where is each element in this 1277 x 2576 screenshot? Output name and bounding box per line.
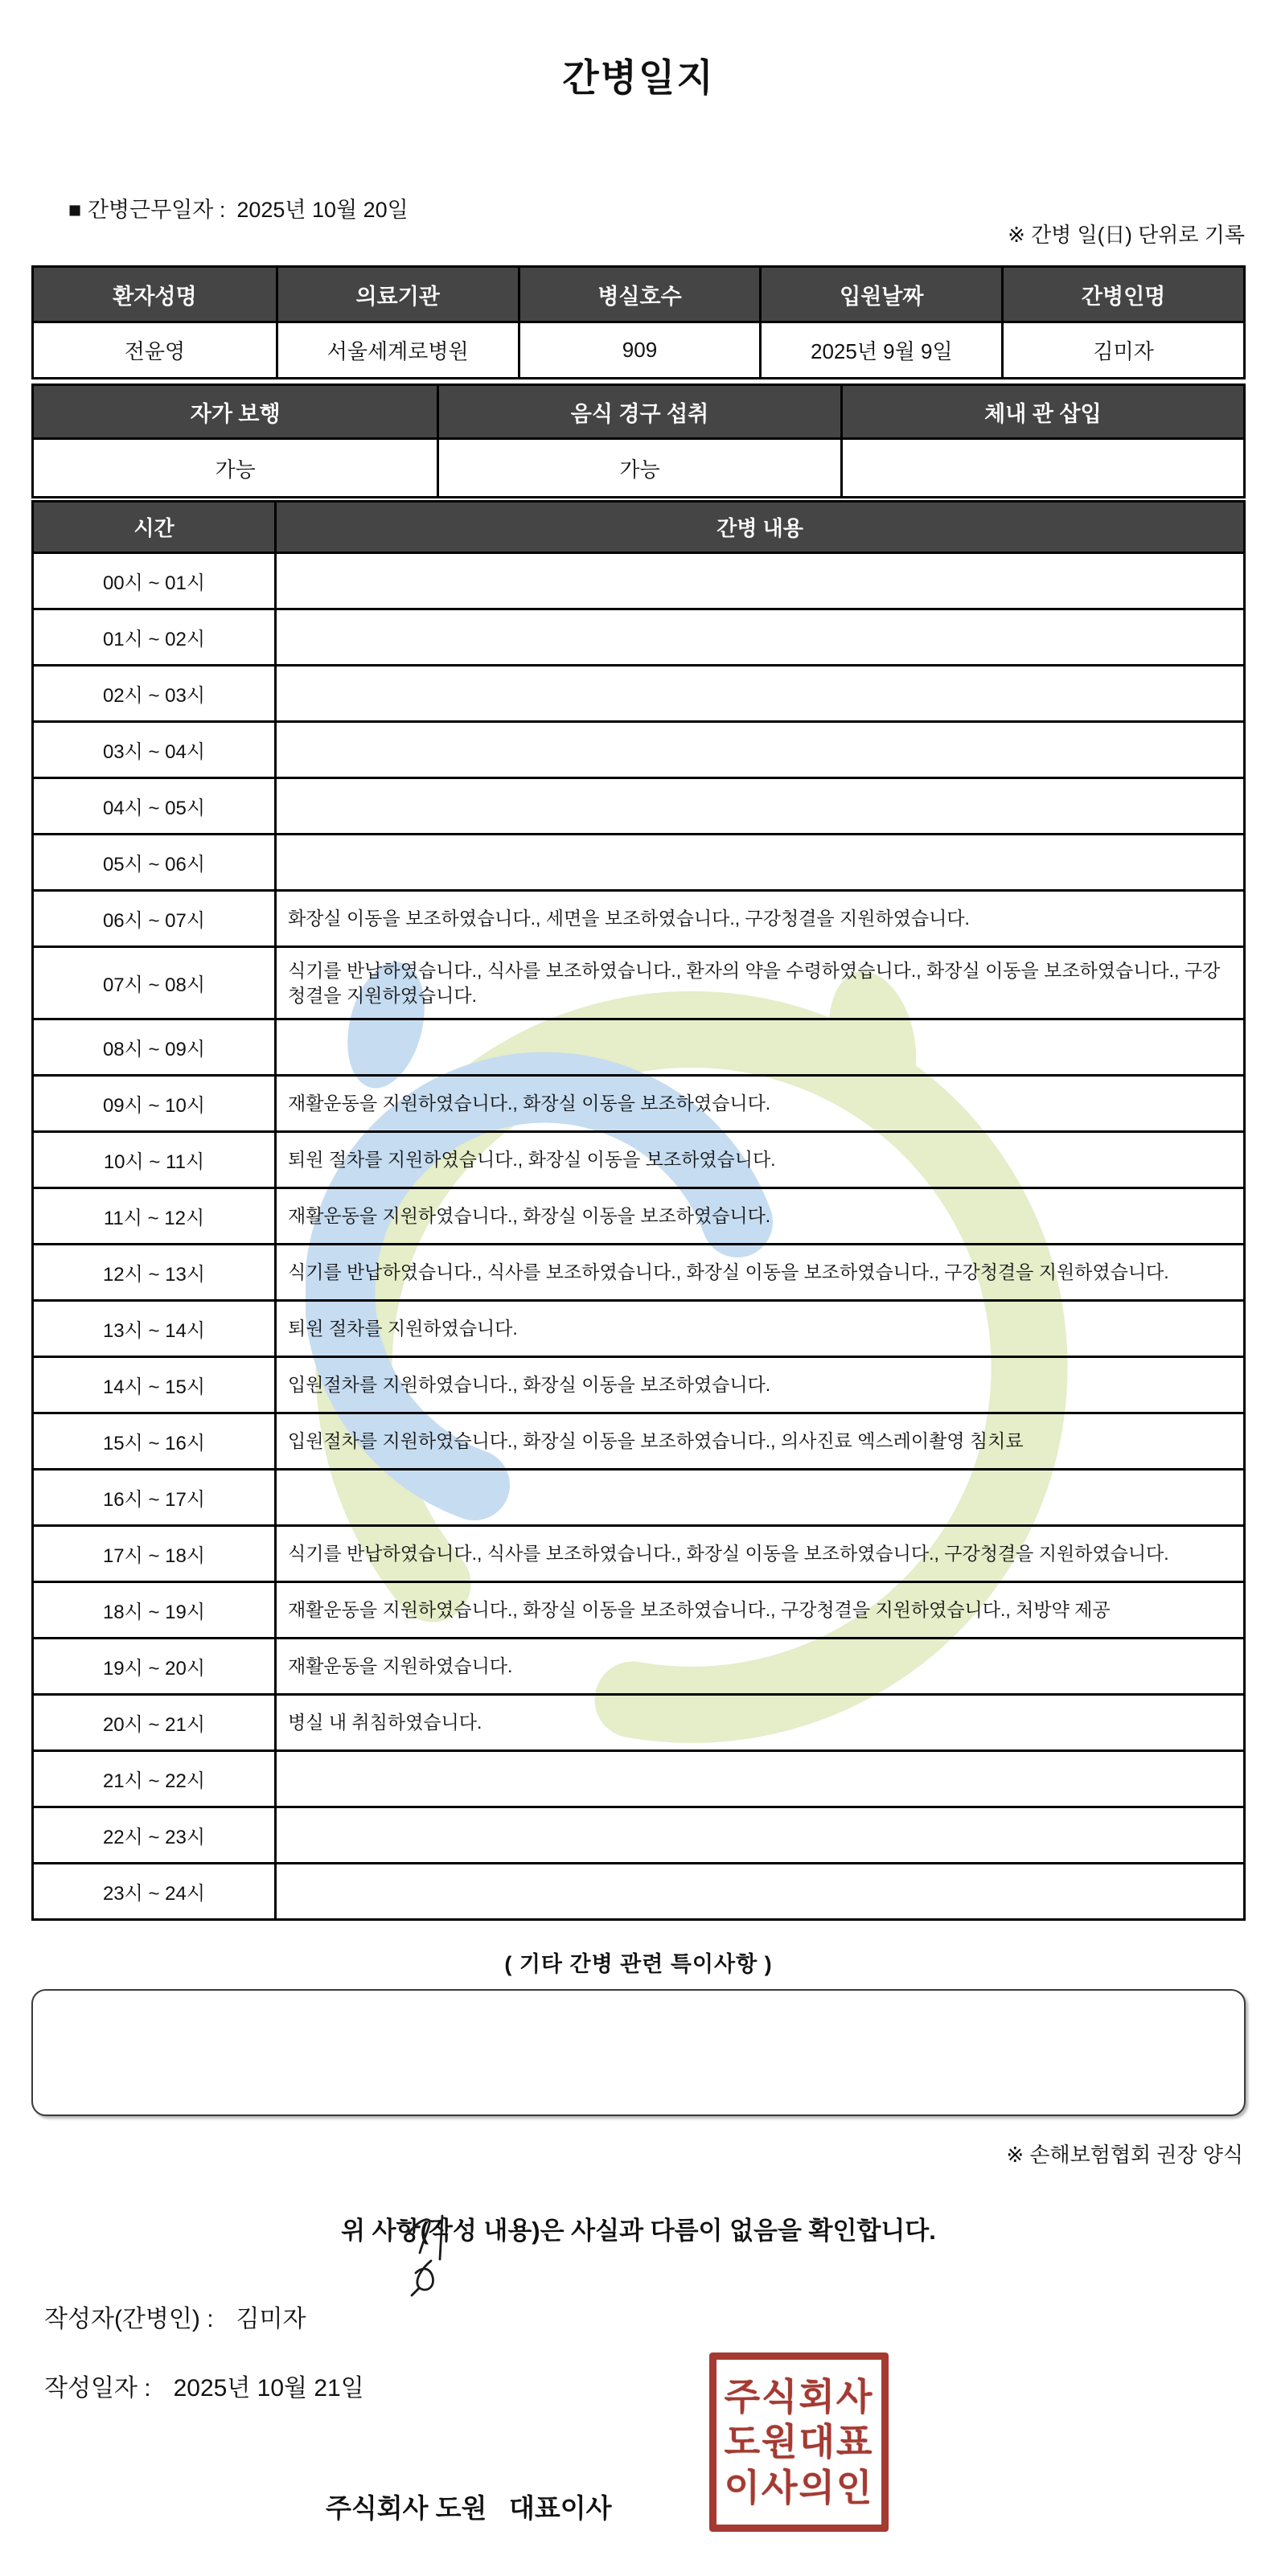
care-content [274, 779, 1243, 833]
time-slot: 04시 ~ 05시 [102, 798, 206, 820]
care-log-row [34, 1524, 1243, 1581]
special-notes-heading: ( 기타 간병 관련 특이사항 ) [504, 1952, 773, 1977]
status-value-row [34, 437, 1243, 496]
tube-insertion-value [840, 440, 1243, 496]
time-slot: 16시 ~ 17시 [102, 1489, 206, 1512]
time-slot: 14시 ~ 15시 [102, 1376, 206, 1399]
care-log-row [34, 720, 1243, 777]
care-log-row [34, 1130, 1243, 1187]
care-log-row [34, 1693, 1243, 1749]
care-content [274, 723, 1243, 777]
time-slot: 02시 ~ 03시 [102, 685, 206, 708]
time-slot: 19시 ~ 20시 [102, 1658, 206, 1680]
col-header-oral-intake: 음식 경구 섭취 [437, 386, 840, 437]
care-content: 식기를 반납하였습니다., 식사를 보조하였습니다., 화장실 이동을 보조하였습니다., 구강청결을 지원하였습니다. [274, 1527, 1243, 1581]
care-log-row [34, 1018, 1243, 1074]
page-title: 간병일지 [562, 56, 715, 99]
care-content [274, 610, 1243, 664]
status-header-row [34, 386, 1243, 437]
patient-status-table [31, 384, 1246, 498]
col-header-time: 시간 [34, 502, 274, 552]
time-slot: 23시 ~ 24시 [102, 1883, 206, 1905]
time-slot: 21시 ~ 22시 [102, 1770, 206, 1793]
patient-info-value-row [34, 321, 1243, 377]
care-log-row [34, 552, 1243, 608]
care-content [274, 1864, 1243, 1918]
care-content: 재활운동을 지원하였습니다. [274, 1639, 1243, 1693]
care-log-row [34, 833, 1243, 889]
col-header-patient-name: 환자성명 [34, 268, 276, 321]
room-number: 909 [518, 323, 760, 377]
care-content: 재활운동을 지원하였습니다., 화장실 이동을 보조하였습니다., 구강청결을 지원하였습니다., 처방약 제공 [274, 1583, 1243, 1637]
col-header-caregiver-name: 간병인명 [1001, 268, 1243, 321]
care-content [274, 667, 1243, 720]
seal-text-line: 주식회사 [724, 2376, 874, 2418]
time-slot: 01시 ~ 02시 [102, 629, 206, 651]
time-slot: 08시 ~ 09시 [102, 1039, 206, 1061]
care-content [274, 1808, 1243, 1862]
time-slot: 05시 ~ 06시 [102, 854, 206, 876]
written-date-value: 2025년 10월 21일 [173, 2375, 364, 2402]
time-slot: 11시 ~ 12시 [103, 1208, 205, 1230]
time-slot: 06시 ~ 07시 [102, 910, 206, 933]
care-content [274, 554, 1243, 608]
col-header-self-walking: 자가 보행 [34, 386, 437, 437]
seal-text-line: 이사의인 [724, 2466, 874, 2508]
patient-info-table [31, 265, 1246, 379]
time-slot: 03시 ~ 04시 [102, 741, 206, 764]
confirmation-statement: 위 사항(작성 내용)은 사실과 다름이 없음을 확인합니다. [341, 2217, 936, 2246]
care-content [274, 1752, 1243, 1806]
care-content [274, 1471, 1243, 1524]
self-walking-value: 가능 [34, 440, 437, 496]
care-log-row [34, 889, 1243, 945]
care-log-row [34, 1637, 1243, 1693]
time-slot: 13시 ~ 14시 [102, 1320, 206, 1343]
care-content: 퇴원 절차를 지원하였습니다., 화장실 이동을 보조하였습니다. [274, 1133, 1243, 1187]
form-recommendation-note: ※ 손해보험협회 권장 양식 [1006, 2143, 1243, 2168]
care-content: 재활운동을 지원하였습니다., 화장실 이동을 보조하였습니다. [274, 1189, 1243, 1243]
care-log-row [34, 945, 1243, 1018]
care-log-row [34, 1299, 1243, 1356]
time-slot: 17시 ~ 18시 [102, 1545, 206, 1568]
care-log-row [34, 1356, 1243, 1412]
care-content: 입원절차를 지원하였습니다., 화장실 이동을 보조하였습니다., 의사진료 엑스레이촬영 침치료 [274, 1414, 1243, 1468]
care-log-row [34, 1074, 1243, 1130]
work-date-label: ■ 간병근무일자 : [68, 198, 226, 223]
care-log-row [34, 777, 1243, 833]
time-slot: 07시 ~ 08시 [102, 974, 206, 997]
time-slot: 00시 ~ 01시 [102, 572, 206, 595]
medical-institution: 서울세계로병원 [276, 323, 518, 377]
company-ceo-line: 주식회사 도원 대표이사 [326, 2493, 612, 2524]
col-header-medical-institution: 의료기관 [276, 268, 518, 321]
care-log-row [34, 1806, 1243, 1862]
written-date-label: 작성일자 : [44, 2375, 151, 2402]
admission-date: 2025년 9월 9일 [759, 323, 1001, 377]
work-date-value: 2025년 10월 20일 [236, 198, 409, 223]
care-log-row [34, 1243, 1243, 1299]
meta-row [0, 167, 1277, 248]
time-slot: 10시 ~ 11시 [103, 1151, 205, 1174]
care-content: 식기를 반납하였습니다., 식사를 보조하였습니다., 환자의 약을 수령하였습니다., 화장실 이동을 보조하였습니다., 구강청결을 지원하였습니다. [274, 948, 1243, 1018]
time-slot: 09시 ~ 10시 [102, 1095, 206, 1118]
seal-text-line: 도원대표 [724, 2421, 874, 2463]
col-header-tube-insertion: 체내 관 삽입 [840, 386, 1243, 437]
care-log-row [34, 1581, 1243, 1637]
care-content: 식기를 반납하였습니다., 식사를 보조하였습니다., 화장실 이동을 보조하였습니다., 구강청결을 지원하였습니다. [274, 1245, 1243, 1299]
col-header-care-content: 간병 내용 [274, 502, 1243, 552]
writer-label: 작성자(간병인) : [44, 2306, 214, 2333]
care-content: 화장실 이동을 보조하였습니다., 세면을 보조하였습니다., 구강청결을 지원하였습니다. [274, 892, 1243, 945]
care-content: 재활운동을 지원하였습니다., 화장실 이동을 보조하였습니다. [274, 1077, 1243, 1130]
col-header-admission-date: 입원날짜 [759, 268, 1001, 321]
care-log-row [34, 1412, 1243, 1468]
care-log-row [34, 664, 1243, 720]
caregiver-name: 김미자 [1001, 323, 1243, 377]
patient-info-header-row [34, 268, 1243, 321]
special-notes-box [31, 1989, 1246, 2116]
care-log-row [34, 1468, 1243, 1524]
time-slot: 12시 ~ 13시 [102, 1264, 206, 1286]
written-date-line [0, 2368, 1277, 2403]
care-content: 퇴원 절차를 지원하였습니다. [274, 1302, 1243, 1356]
care-log-table [31, 500, 1246, 1921]
care-content: 병실 내 취침하였습니다. [274, 1696, 1243, 1749]
time-slot: 20시 ~ 21시 [102, 1714, 206, 1737]
writer-name: 김미자 [236, 2306, 306, 2333]
care-log-row [34, 608, 1243, 664]
care-log-header-row [34, 502, 1243, 552]
care-log-row [34, 1187, 1243, 1243]
care-content: 입원절차를 지원하였습니다., 화장실 이동을 보조하였습니다. [274, 1358, 1243, 1412]
col-header-room-number: 병실호수 [518, 268, 760, 321]
care-log-row [34, 1862, 1243, 1918]
time-slot: 15시 ~ 16시 [102, 1433, 206, 1455]
time-slot: 18시 ~ 19시 [102, 1602, 206, 1624]
unit-note: ※ 간병 일(日) 단위로 기록 [1008, 223, 1245, 248]
time-slot: 22시 ~ 23시 [102, 1827, 206, 1849]
care-content [274, 1020, 1243, 1074]
writer-line [0, 2299, 1277, 2334]
oral-intake-value: 가능 [437, 440, 840, 496]
corporate-seal-stamp [709, 2352, 889, 2532]
care-log-row [34, 1749, 1243, 1806]
work-date-line [20, 167, 409, 248]
patient-name: 전윤영 [34, 323, 276, 377]
handwritten-signature [402, 2213, 449, 2297]
care-content [274, 835, 1243, 889]
